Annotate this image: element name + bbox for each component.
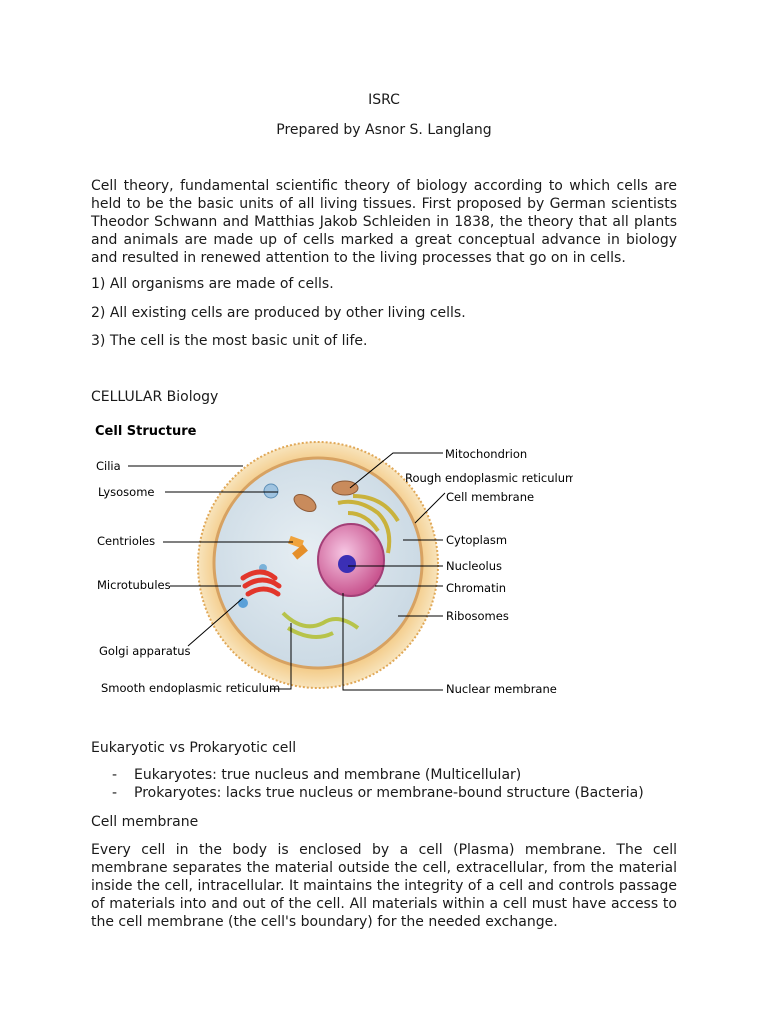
nucleolus-shape: [338, 555, 356, 573]
org-title: ISRC: [368, 92, 400, 108]
eukaryotic-heading: Eukaryotic vs Prokaryotic cell: [91, 740, 297, 756]
label-nuclear-membrane: Nuclear membrane: [446, 682, 557, 696]
label-rough-er: Rough endoplasmic reticulum: [405, 471, 573, 485]
cell-membrane-heading: Cell membrane: [91, 814, 199, 830]
list-dash: -: [112, 785, 118, 801]
label-microtubules: Microtubules: [97, 578, 171, 592]
mitochondrion-shape: [332, 481, 358, 495]
cell-structure-figure: [93, 418, 573, 704]
lysosome-shape: [264, 484, 278, 498]
label-mitochondrion: Mitochondrion: [445, 447, 528, 461]
author-line: Prepared by Asnor S. Langlang: [276, 122, 492, 138]
label-chromatin: Chromatin: [446, 581, 507, 595]
cell-theory-point-3: 3) The cell is the most basic unit of life.: [91, 333, 368, 349]
list-item: [112, 785, 644, 801]
eukaryotes-item: Eukaryotes: true nucleus and membrane (Multicellular): [134, 767, 522, 783]
label-cell-membrane: Cell membrane: [446, 490, 535, 504]
cell-theory-point-2: 2) All existing cells are produced by other living cells.: [91, 305, 466, 321]
label-cytoplasm: Cytoplasm: [446, 533, 508, 547]
label-ribosomes: Ribosomes: [446, 609, 509, 623]
cell-theory-point-1: 1) All organisms are made of cells.: [91, 276, 334, 292]
label-cilia: Cilia: [96, 459, 121, 473]
label-lysosome: Lysosome: [98, 485, 155, 499]
label-smooth-er: Smooth endoplasmic reticulum: [101, 681, 281, 695]
list-item: [112, 767, 521, 783]
cellular-biology-heading: CELLULAR Biology: [91, 389, 219, 405]
vesicle-shape: [238, 598, 248, 608]
label-centrioles: Centrioles: [97, 534, 156, 548]
label-golgi-apparatus: Golgi apparatus: [99, 644, 191, 658]
prokaryotes-item: Prokaryotes: lacks true nucleus or membrane-bound structure (Bacteria): [134, 785, 644, 801]
cell-membrane-paragraph: Every cell in the body is enclosed by a cell (Plasma) membrane. The cell membrane separates the material outside the cell, extracellular, from the material inside the cell, intracellular. It maintains the integrity of a cell and controls passage of materials into and out of the cell. All materials within a cell must have access to the cell membrane (the cell's boundary) for the needed exchange.: [91, 842, 677, 930]
intro-paragraph: Cell theory, fundamental scientific theory of biology according to which cells are held to be the basic units of all living tissues. First proposed by German scientists Theodor Schwann and Matthias Jakob Schleiden in 1838, the theory that all plants and animals are made up of cells marked a great conceptual advance in biology and resulted in renewed attention to the living processes that go on in cells.: [91, 178, 677, 266]
list-dash: -: [112, 767, 118, 783]
figure-title: Cell Structure: [95, 424, 197, 439]
label-nucleolus: Nucleolus: [446, 559, 502, 573]
